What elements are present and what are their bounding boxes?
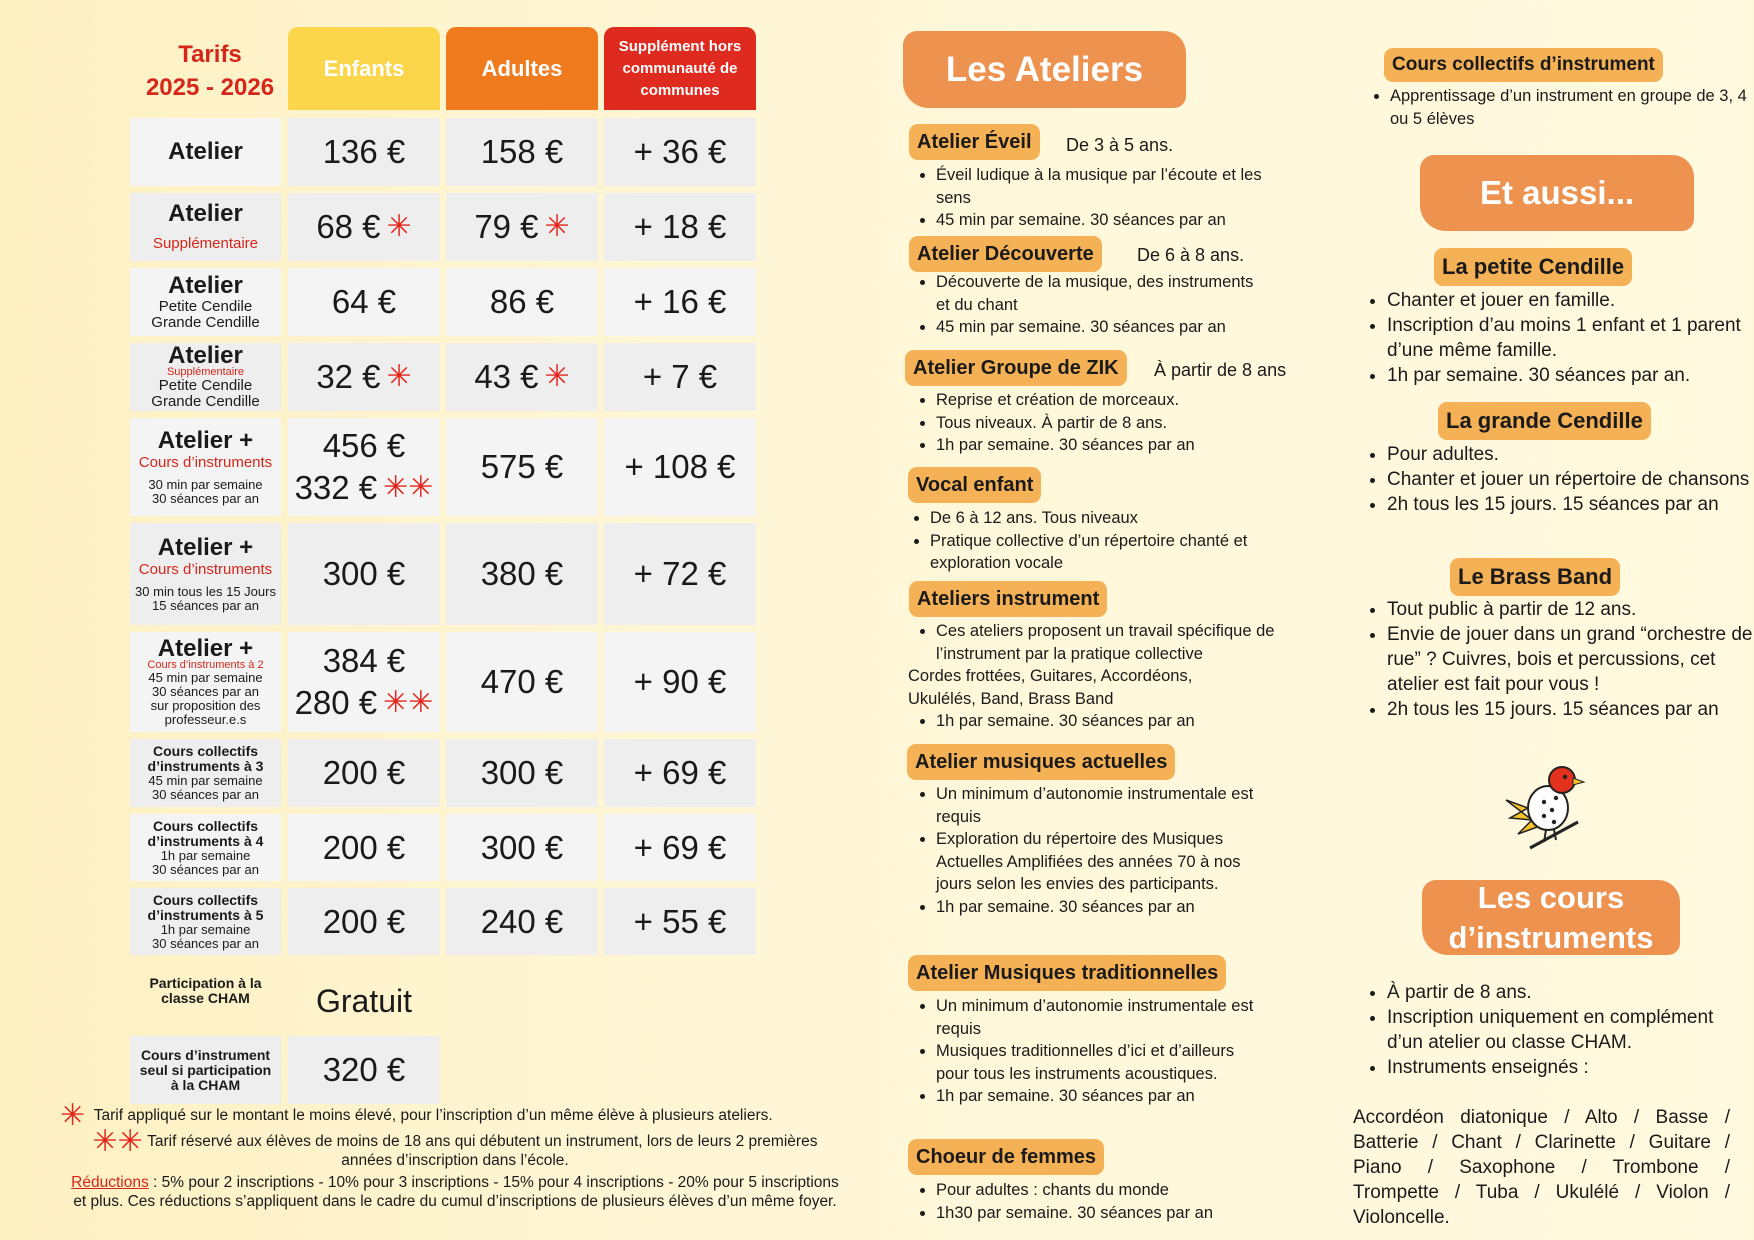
tarifs-title: Tarifs 2025 - 2026 bbox=[145, 41, 275, 101]
price-enfants: 136 € bbox=[288, 118, 440, 186]
atelier-actuelles-title: Atelier musiques actuelles bbox=[907, 744, 1175, 780]
asterisk-icon: ✳✳ bbox=[383, 686, 434, 719]
atelier-zik-title: Atelier Groupe de ZIK bbox=[905, 350, 1127, 386]
row-label: Atelier + Cours d’instruments 30 min tous les 15 Jours 15 séances par an bbox=[130, 523, 281, 625]
asterisk-icon: ✳ bbox=[386, 210, 412, 243]
row-label: Atelier + Cours d’instruments 30 min par semaine 30 séances par an bbox=[130, 418, 281, 516]
row-label: Atelier Supplémentaire Petite Cendile Grande Cendille bbox=[130, 343, 281, 411]
asterisk-icon: ✳✳ bbox=[383, 471, 434, 504]
cham-label: Participation à la classe CHAM bbox=[149, 975, 262, 1006]
asterisk-icon: ✳ bbox=[544, 210, 570, 243]
instruments-list: Accordéon diatonique / Alto / Basse / Batterie / Chant / Clarinette / Guitare / Piano / Saxophone / Trombone / Trompette / Tuba / Ukulélé / Violon / Violoncelle. bbox=[1353, 1107, 1730, 1228]
atelier-decouverte-age: De 6 à 8 ans. bbox=[1137, 245, 1245, 265]
price-adultes: 158 € bbox=[446, 118, 598, 186]
asterisk-icon: ✳ bbox=[386, 360, 412, 393]
price-supplement: + 69 € bbox=[604, 814, 756, 881]
price-adultes: 470 € bbox=[446, 632, 598, 732]
price-supplement: + 16 € bbox=[604, 268, 756, 336]
atelier-trad-title: Atelier Musiques traditionnelles bbox=[908, 955, 1226, 991]
footnote-double-star: ✳✳ Tarif réservé aux élèves de moins de 18 ans qui débutent un instrument, lors de leurs 2 premières années d’inscription dans l’école. bbox=[92, 1124, 818, 1169]
et-aussi-heading: Et aussi... bbox=[1420, 155, 1694, 231]
atelier-actuelles-list: • Un minimum d’autonomie instrumentale est requis • Exploration du répertoire des Musiques Actuelles Amplifiées des années 70 à nos jours selon les envies des participants. • 1h par semaine. 30 séances par an bbox=[908, 783, 1276, 918]
cours-instruments-list: • À partir de 8 ans. • Inscription uniquement en complément d’un atelier ou classe CHAM. • Instruments enseignés : bbox=[1359, 980, 1732, 1080]
asterisk-icon: ✳ bbox=[60, 1098, 86, 1132]
column-header-enfants: Enfants bbox=[288, 27, 440, 110]
price-enfants: 68 € ✳ bbox=[288, 193, 440, 261]
ateliers-instrument-list-2: • 1h par semaine. 30 séances par an bbox=[908, 710, 1306, 733]
row-label: Cours collectifs d’instruments à 4 1h par semaine 30 séances par an bbox=[130, 814, 281, 881]
row-label: Cours collectifs d’instruments à 3 45 min par semaine 30 séances par an bbox=[130, 739, 281, 807]
vocal-enfant-title: Vocal enfant bbox=[908, 467, 1041, 503]
price-adultes: 240 € bbox=[446, 888, 598, 955]
asterisk-icon: ✳✳ bbox=[92, 1124, 143, 1158]
bird-head bbox=[1549, 767, 1575, 793]
petite-cendille-list: • Chanter et jouer en famille. • Inscription d’au moins 1 enfant et 1 parent d’une même famille. • 1h par semaine. 30 séances par an. bbox=[1359, 288, 1754, 388]
choeur-title: Choeur de femmes bbox=[908, 1139, 1104, 1175]
choeur-list: • Pour adultes : chants du monde • 1h30 par semaine. 30 séances par an bbox=[908, 1179, 1286, 1224]
price-adultes: 575 € bbox=[446, 418, 598, 516]
footnote-single-star: ✳ Tarif appliqué sur le montant le moins élevé, pour l’inscription d’un même élève à plusieurs ateliers. bbox=[60, 1098, 773, 1132]
cham-price: Gratuit bbox=[315, 982, 413, 1019]
cours-collectifs-list: • Apprentissage d’un instrument en groupe de 3, 4 ou 5 élèves bbox=[1362, 85, 1754, 130]
price-adultes: 300 € bbox=[446, 739, 598, 807]
atelier-zik-age: À partir de 8 ans bbox=[1154, 360, 1287, 380]
price-supplement: + 7 € bbox=[604, 343, 756, 411]
price-enfants: 32 € ✳ bbox=[288, 343, 440, 411]
price-adultes: 43 € ✳ bbox=[446, 343, 598, 411]
price-supplement: + 36 € bbox=[604, 118, 756, 186]
ateliers-instrument-types: Cordes frottées, Guitares, Accordéons, Ukulélés, Band, Brass Band bbox=[908, 667, 1193, 708]
cours-instruments-heading: Les cours d’instruments bbox=[1422, 880, 1680, 955]
asterisk-icon: ✳ bbox=[544, 360, 570, 393]
price-adultes: 79 € ✳ bbox=[446, 193, 598, 261]
bird-eye bbox=[1563, 775, 1567, 779]
row-label: Cours d’instrument seul si participation à la CHAM bbox=[130, 1036, 281, 1104]
brass-band-title: Le Brass Band bbox=[1450, 558, 1620, 596]
atelier-eveil-age: De 3 à 5 ans. bbox=[1066, 135, 1174, 155]
price-enfants: 456 € 332 € ✳✳ bbox=[288, 418, 440, 516]
price-adultes: 300 € bbox=[446, 814, 598, 881]
row-label: Atelier + Cours d’instruments à 2 45 min par semaine 30 séances par an sur proposition des professeur.e.s bbox=[130, 632, 281, 732]
price-enfants: 384 € 280 € ✳✳ bbox=[288, 632, 440, 732]
vocal-enfant-list: • De 6 à 12 ans. Tous niveaux • Pratique collective d’un répertoire chanté et exploration vocale bbox=[902, 507, 1300, 575]
ateliers-heading: Les Ateliers bbox=[903, 31, 1186, 108]
row-label: Atelier Supplémentaire bbox=[130, 193, 281, 261]
cours-collectifs-title: Cours collectifs d’instrument bbox=[1384, 48, 1663, 82]
price-supplement: + 90 € bbox=[604, 632, 756, 732]
price-enfants: 200 € bbox=[288, 814, 440, 881]
atelier-trad-list: • Un minimum d’autonomie instrumentale est requis • Musiques traditionnelles d’ici et d’ailleurs pour tous les instruments acoustiques. • 1h par semaine. 30 séances par an bbox=[908, 995, 1256, 1108]
price-adultes: 380 € bbox=[446, 523, 598, 625]
ateliers-instrument-list: • Ces ateliers proposent un travail spécifique de l’instrument par la pratique collective bbox=[908, 620, 1306, 665]
price-supplement: + 55 € bbox=[604, 888, 756, 955]
brass-band-list: • Tout public à partir de 12 ans. • Envie de jouer dans un grand “orchestre de rue” ? Cuivres, bois et percussions, cet atelier est fait pour vous ! • 2h tous les 15 jours. 15 séances par an bbox=[1359, 597, 1754, 722]
price-enfants: 64 € bbox=[288, 268, 440, 336]
bird-beak bbox=[1573, 778, 1584, 785]
price-enfants: 320 € bbox=[288, 1036, 440, 1104]
atelier-eveil-list: • Éveil ludique à la musique par l’écoute et les sens • 45 min par semaine. 30 séances par an bbox=[908, 164, 1286, 232]
atelier-decouverte-title: Atelier Découverte bbox=[909, 236, 1102, 272]
price-supplement: + 108 € bbox=[604, 418, 756, 516]
atelier-decouverte-list: • Découverte de la musique, des instruments et du chant • 45 min par semaine. 30 séances par an bbox=[908, 271, 1256, 339]
price-enfants: 200 € bbox=[288, 888, 440, 955]
price-supplement: + 18 € bbox=[604, 193, 756, 261]
grande-cendille-title: La grande Cendille bbox=[1438, 402, 1651, 440]
column-header-adultes: Adultes bbox=[446, 27, 598, 110]
grande-cendille-list: • Pour adultes. • Chanter et jouer un répertoire de chansons • 2h tous les 15 jours. 15 séances par an bbox=[1359, 442, 1754, 517]
row-label: Cours collectifs d’instruments à 5 1h par semaine 30 séances par an bbox=[130, 888, 281, 955]
bird-illustration bbox=[1500, 760, 1590, 860]
column-header-supplement: Supplément hors communauté de communes bbox=[604, 27, 756, 110]
row-label: Atelier bbox=[130, 118, 281, 186]
reductions-note: Réductions : 5% pour 2 inscriptions - 10% pour 3 inscriptions - 15% pour 4 inscriptions - 20% pour 5 inscriptions et plus. Ces réductions s’appliquent dans le cadre du cumul d’inscriptions de plusieurs élèves d’un même foyer. bbox=[71, 1174, 839, 1210]
row-label: Atelier Petite Cendile Grande Cendille bbox=[130, 268, 281, 336]
price-supplement: + 69 € bbox=[604, 739, 756, 807]
ateliers-instrument-title: Ateliers instrument bbox=[909, 581, 1107, 617]
atelier-zik-list: • Reprise et création de morceaux. • Tous niveaux. À partir de 8 ans. • 1h par semaine. 30 séances par an bbox=[908, 389, 1286, 457]
price-adultes: 86 € bbox=[446, 268, 598, 336]
price-supplement: + 72 € bbox=[604, 523, 756, 625]
atelier-eveil-title: Atelier Éveil bbox=[909, 124, 1040, 160]
price-enfants: 300 € bbox=[288, 523, 440, 625]
petite-cendille-title: La petite Cendille bbox=[1434, 248, 1632, 286]
price-enfants: 200 € bbox=[288, 739, 440, 807]
